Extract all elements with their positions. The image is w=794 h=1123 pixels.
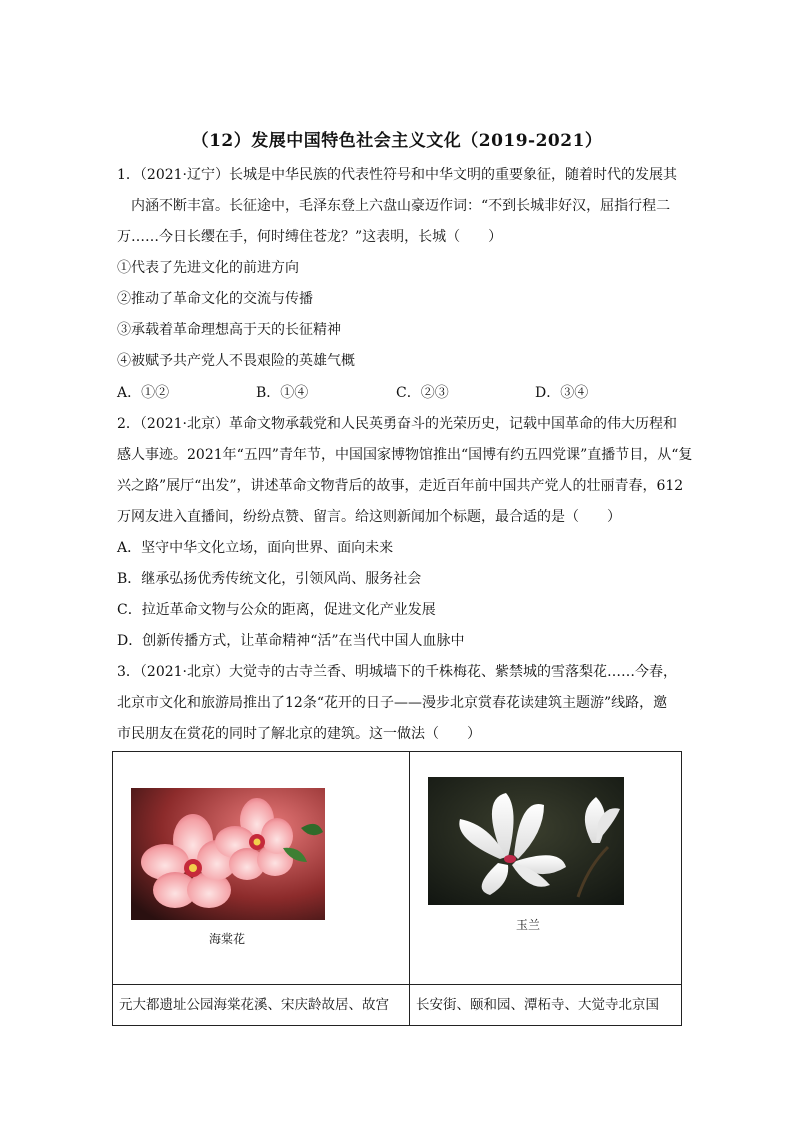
q3-line-1: 3．（2021·北京）大觉寺的古寺兰香、明城墙下的千株梅花、紫禁城的雪落梨花……今春，	[117, 664, 677, 680]
q2-line-2: 感人事迹。2021年“五四”青年节，中国国家博物馆推出“国博有约五四党课”直播节目，从“复	[117, 447, 693, 463]
q1-option-d: D．③④	[535, 385, 589, 401]
q2-option-b: B．继承弘扬优秀传统文化，引领风尚、服务社会	[117, 571, 422, 587]
q2-option-d: D．创新传播方式，让革命精神“活”在当代中国人血脉中	[117, 633, 465, 649]
q3-line-2: 北京市文化和旅游局推出了12条“花开的日子——漫步北京赏春花读建筑主题游”线路，邀	[117, 695, 668, 711]
q2-option-c: C．拉近革命文物与公众的距离，促进文化产业发展	[117, 602, 436, 618]
q2-line-1: 2．（2021·北京）革命文物承载党和人民英勇奋斗的光荣历史，记载中国革命的伟大历程和	[117, 416, 677, 432]
q1-statement-1: ①代表了先进文化的前进方向	[117, 260, 299, 276]
page-title: （12）发展中国特色社会主义文化（2019-2021）	[191, 131, 603, 151]
begonia-caption: 海棠花	[209, 932, 246, 946]
table-cell-magnolia	[410, 752, 682, 985]
q1-option-a: A．①②	[117, 385, 170, 401]
q1-statement-2: ②推动了革命文化的交流与传播	[117, 291, 313, 307]
q1-statement-3: ③承载着革命理想高于天的长征精神	[117, 322, 341, 338]
q3-line-3: 市民朋友在赏花的同时了解北京的建筑。这一做法（ ）	[117, 726, 481, 742]
begonia-image	[131, 788, 325, 920]
begonia-locations: 元大都遗址公园海棠花溪、宋庆龄故居、故宫	[113, 985, 410, 1026]
q1-option-b: B．①④	[256, 385, 309, 401]
q2-line-3: 兴之路”展厅“出发”，讲述革命文物背后的故事，走近百年前中国共产党人的壮丽青春，612	[117, 478, 684, 494]
q2-option-a: A．坚守中华文化立场，面向世界、面向未来	[117, 540, 394, 556]
table-cell-begonia	[113, 752, 410, 985]
q2-line-4: 万网友进入直播间，纷纷点赞、留言。给这则新闻加个标题，最合适的是（ ）	[117, 509, 621, 525]
q1-line-3: 万……今日长缨在手，何时缚住苍龙？”这表明，长城（ ）	[117, 229, 503, 245]
magnolia-image	[428, 777, 624, 905]
magnolia-locations: 长安街、颐和园、潭柘寺、大觉寺北京国	[410, 985, 682, 1026]
q1-line-2: 内涵不断丰富。长征途中，毛泽东登上六盘山豪迈作词：“不到长城非好汉，屈指行程二	[131, 198, 671, 214]
q1-statement-4: ④被赋予共产党人不畏艰险的英雄气概	[117, 353, 355, 369]
q1-option-c: C．②③	[396, 385, 449, 401]
q1-line-1: 1．（2021·辽宁）长城是中华民族的代表性符号和中华文明的重要象征，随着时代的发展其	[117, 167, 677, 183]
magnolia-caption: 玉兰	[516, 918, 541, 932]
flower-table	[112, 751, 682, 1026]
